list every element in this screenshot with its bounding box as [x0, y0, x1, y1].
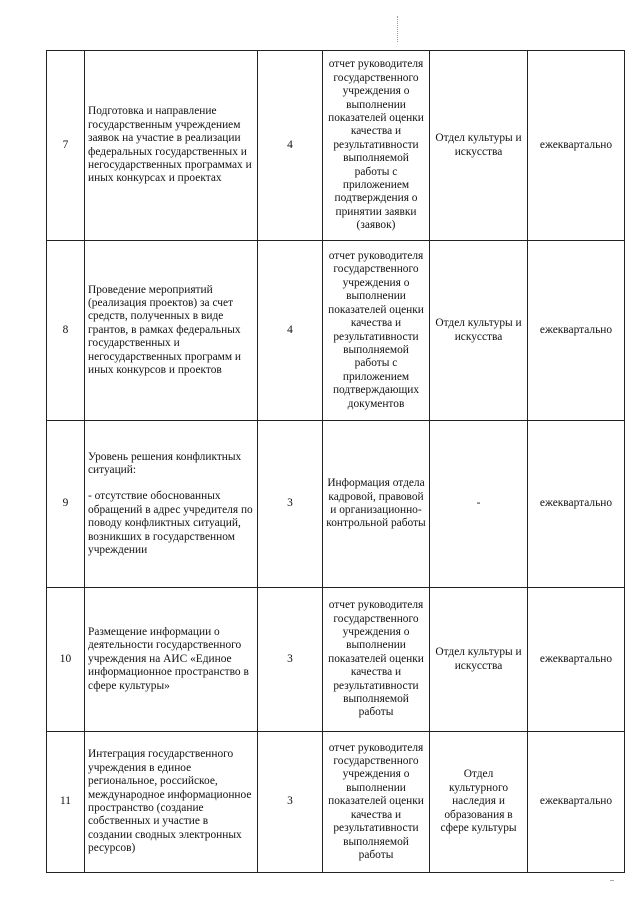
report-form: отчет руководителя государственного учреждения о выполнении показателей оценки качества и результативности выполняемой работы: [323, 588, 430, 732]
indicator-score: 4: [258, 51, 323, 241]
table-row: [47, 51, 625, 241]
table-row: [47, 732, 625, 873]
table-row: [47, 241, 625, 421]
indicator-title: Проведение мероприятий (реализация проектов) за счет средств, полученных в виде грантов, в рамках федеральных государственных и негосударственных программ и иных конкурсов и проектов: [85, 241, 258, 421]
reporting-period: ежеквартально: [528, 241, 625, 421]
row-number: 10: [47, 588, 85, 732]
responsible-department: Отдел культуры и искусства: [430, 588, 528, 732]
reporting-period: ежеквартально: [528, 732, 625, 873]
indicators-table: [46, 50, 625, 873]
indicator-score: 3: [258, 732, 323, 873]
row-number: 11: [47, 732, 85, 873]
indicator-score: 3: [258, 421, 323, 588]
indicator-title: Размещение информации о деятельности государственного учреждения на АИС «Единое информационное пространство в сфере культуры»: [85, 588, 258, 732]
indicator-score: 4: [258, 241, 323, 421]
responsible-department: Отдел культуры и искусства: [430, 241, 528, 421]
report-form: отчет руководителя государственного учреждения о выполнении показателей оценки качества и результативности выполняемой работы с приложением подтверждения о принятии заявки (заявок): [323, 51, 430, 241]
table-row: [47, 421, 625, 588]
reporting-period: ежеквартально: [528, 421, 625, 588]
report-form: отчет руководителя государственного учреждения о выполнении показателей оценки качества и результативности выполняемой работы с приложением подтверждающих документов: [323, 241, 430, 421]
scan-artifact-mark: [397, 16, 404, 42]
indicator-title-cell: [85, 421, 258, 588]
row-number: 7: [47, 51, 85, 241]
indicator-score: 3: [258, 588, 323, 732]
responsible-department: -: [430, 421, 528, 588]
scan-artifact-dot: [610, 880, 614, 881]
row-number: 9: [47, 421, 85, 588]
responsible-department: Отдел культуры и искусства: [430, 51, 528, 241]
report-form: Информация отдела кадровой, правовой и организационно-контрольной работы: [323, 421, 430, 588]
indicator-title: Подготовка и направление государственным учреждением заявок на участие в реализации федеральных государственных и негосударственных программах и иных конкурсах и проектах: [85, 51, 258, 241]
reporting-period: ежеквартально: [528, 588, 625, 732]
row-number: 8: [47, 241, 85, 421]
indicator-criterion: - отсутствие обоснованных обращений в адрес учредителя по поводу конфликтных ситуаций, возникших в государственном учреждении: [88, 490, 253, 557]
reporting-period: ежеквартально: [528, 51, 625, 241]
report-form: отчет руководителя государственного учреждения о выполнении показателей оценки качества и результативности выполняемой работы: [323, 732, 430, 873]
indicator-title: Уровень решения конфликтных ситуаций:: [88, 450, 242, 476]
table-row: [47, 588, 625, 732]
paragraph-gap: [88, 477, 254, 490]
indicator-title: Интеграция государственного учреждения в единое региональное, российское, международное информационное пространство (создание собственных и участие в создании сводных электронных ресурсов): [85, 732, 258, 873]
responsible-department: Отдел культурного наследия и образования в сфере культуры: [430, 732, 528, 873]
